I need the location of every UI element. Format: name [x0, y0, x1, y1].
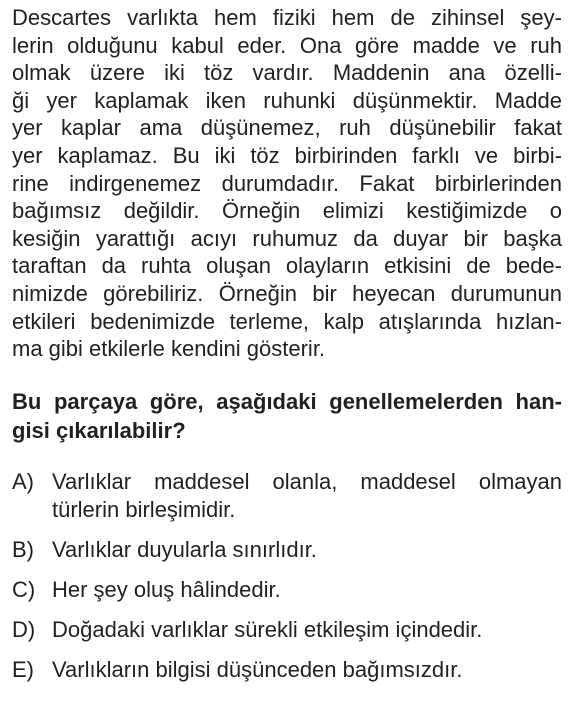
option-letter: A) — [12, 468, 34, 494]
passage-line: bağımsız değildir. Örneğin elimizi kestiğimizde o — [12, 198, 562, 224]
question-line: Bu parçaya göre, aşağıdaki genellemelerden han- — [12, 388, 562, 414]
passage-line: Descartes varlıkta hem fiziki hem de zihinsel şey- — [12, 5, 562, 30]
passage-line: yer kaplar ama düşünemez, ruh düşünebilir fakat — [12, 115, 562, 141]
passage-line: nimizde görebiliriz. Örneğin bir heyecan durumunun — [12, 280, 562, 306]
option-letter: E) — [12, 656, 34, 682]
passage-line: yer kaplamaz. Bu iki töz birbirinden farklı ve birbi- — [12, 142, 562, 168]
option-text-line: türlerin birleşimidir. — [52, 496, 236, 522]
passage-line: taraftan da ruhta oluşan olayların etkisini de bede- — [12, 253, 562, 279]
option-text — [52, 468, 562, 524]
answer-options — [12, 468, 562, 684]
option-letter: C) — [12, 576, 36, 602]
option-e[interactable] — [12, 656, 562, 684]
question-stem — [12, 387, 562, 445]
option-text-line: Her şey oluş hâlindedir. — [52, 576, 281, 602]
option-letter: B) — [12, 536, 34, 562]
option-text — [52, 576, 562, 604]
option-text-line: Varlıklar maddesel olanla, maddesel olmayan — [52, 468, 562, 494]
passage-line: olmak üzere iki töz vardır. Maddenin ana özelli- — [12, 60, 562, 86]
option-text-line: Varlıkların bilgisi düşünceden bağımsızdır. — [52, 656, 463, 682]
passage-line: etkileri bedenimizde terleme, kalp atışlarında hızlan- — [12, 308, 562, 334]
reading-passage — [12, 4, 562, 363]
option-text-line: Varlıklar duyularla sınırlıdır. — [52, 536, 317, 562]
option-text — [52, 616, 562, 644]
passage-line: ği yer kaplamak iken ruhunki düşünmektir. Madde — [12, 87, 562, 113]
option-d[interactable] — [12, 616, 562, 644]
passage-line: kesiğin yarattığı acıyı ruhumuz da duyar bir başka — [12, 225, 562, 251]
option-text — [52, 656, 562, 684]
option-text-line: Doğadaki varlıklar sürekli etkileşim içindedir. — [52, 616, 483, 642]
option-c[interactable] — [12, 576, 562, 604]
passage-line: ma gibi etkilerle kendini gösterir. — [12, 336, 326, 362]
option-b[interactable] — [12, 536, 562, 564]
passage-line: lerin olduğunu kabul eder. Ona göre madde ve ruh — [12, 32, 562, 58]
option-text — [52, 536, 562, 564]
question-line: gisi çıkarılabilir? — [12, 417, 186, 443]
option-a[interactable] — [12, 468, 562, 524]
passage-line: rine indirgenemez durumdadır. Fakat birbirlerinden — [12, 170, 562, 196]
option-letter: D) — [12, 616, 36, 642]
